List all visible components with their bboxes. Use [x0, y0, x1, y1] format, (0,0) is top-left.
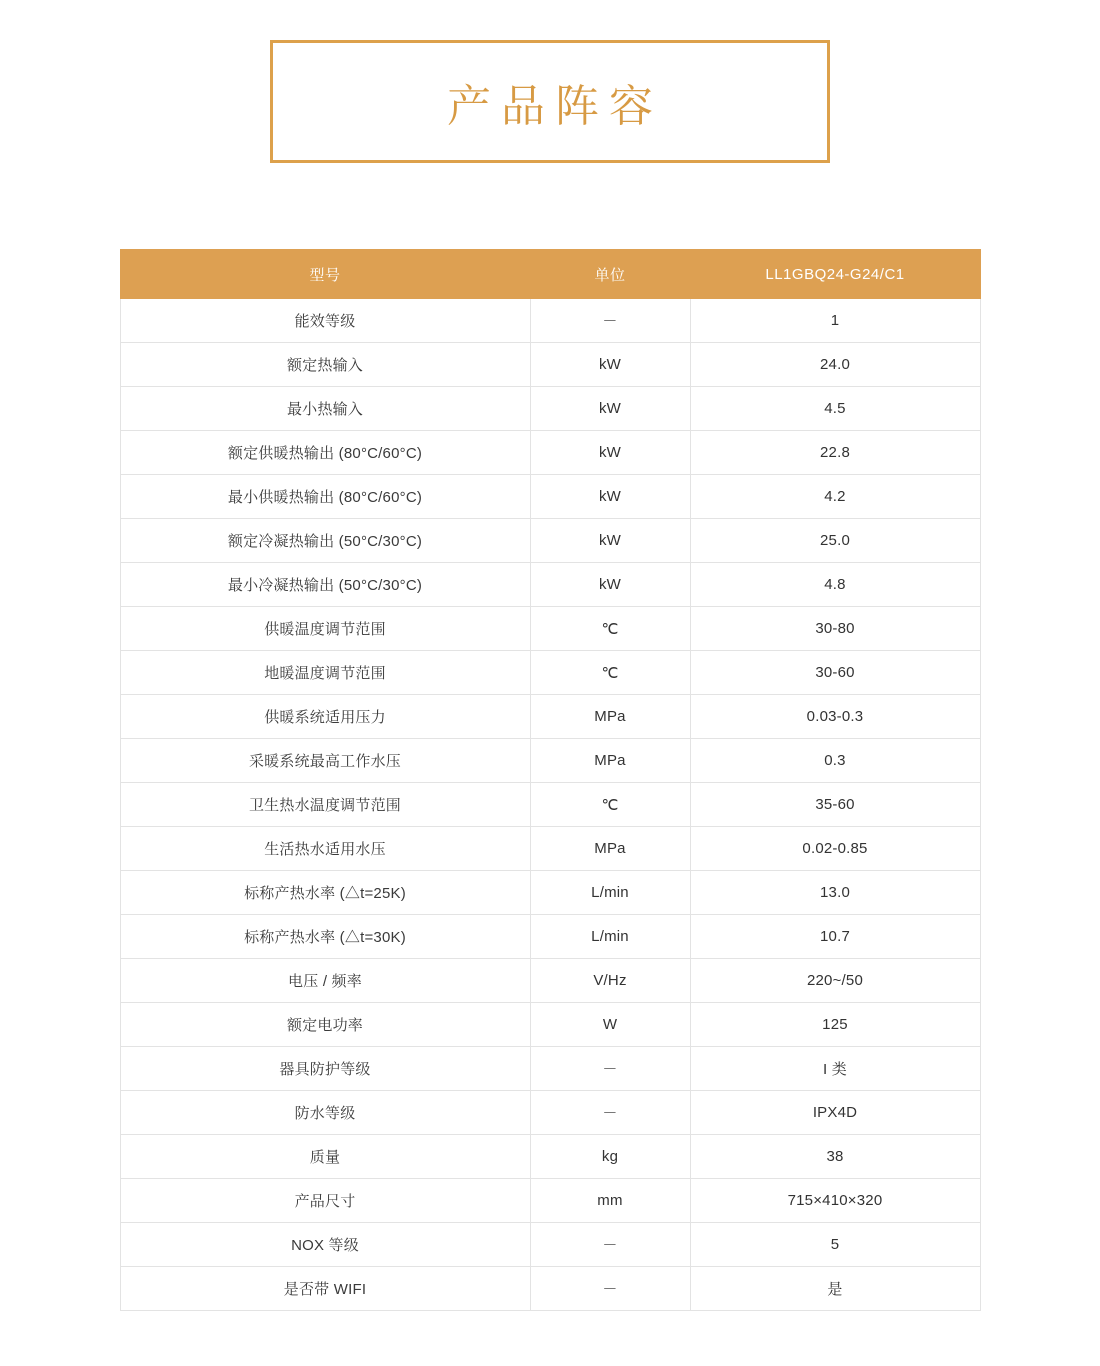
spec-label: 采暖系统最高工作水压	[120, 739, 530, 783]
spec-label: 额定热输入	[120, 343, 530, 387]
table-row	[120, 959, 980, 1003]
spec-unit: －	[530, 1223, 690, 1267]
spec-value: 30-80	[690, 607, 980, 651]
spec-unit: kW	[530, 387, 690, 431]
spec-value: 24.0	[690, 343, 980, 387]
spec-value: 38	[690, 1135, 980, 1179]
title-banner	[270, 40, 830, 163]
table-row	[120, 343, 980, 387]
spec-value: 0.02-0.85	[690, 827, 980, 871]
spec-unit: kW	[530, 343, 690, 387]
spec-value: I 类	[690, 1047, 980, 1091]
spec-label: 额定冷凝热输出 (50°C/30°C)	[120, 519, 530, 563]
column-header-value: LL1GBQ24-G24/C1	[690, 250, 980, 299]
spec-value: 30-60	[690, 651, 980, 695]
spec-unit: kW	[530, 519, 690, 563]
spec-table-section	[0, 249, 1100, 1311]
spec-value: 1	[690, 299, 980, 343]
spec-value: 25.0	[690, 519, 980, 563]
table-row	[120, 915, 980, 959]
spec-label: 最小热输入	[120, 387, 530, 431]
spec-label: 是否带 WIFI	[120, 1267, 530, 1311]
spec-value: 10.7	[690, 915, 980, 959]
spec-unit: －	[530, 299, 690, 343]
table-row	[120, 871, 980, 915]
page-title: 产品阵容	[447, 81, 663, 131]
title-section	[0, 0, 1100, 163]
spec-unit: －	[530, 1091, 690, 1135]
spec-label: 供暖系统适用压力	[120, 695, 530, 739]
table-row	[120, 387, 980, 431]
spec-label: 生活热水适用水压	[120, 827, 530, 871]
spec-label: 最小冷凝热输出 (50°C/30°C)	[120, 563, 530, 607]
spec-unit: MPa	[530, 695, 690, 739]
spec-value: IPX4D	[690, 1091, 980, 1135]
spec-unit: L/min	[530, 871, 690, 915]
spec-label: 最小供暖热输出 (80°C/60°C)	[120, 475, 530, 519]
spec-label: 供暖温度调节范围	[120, 607, 530, 651]
spec-unit: kg	[530, 1135, 690, 1179]
table-row	[120, 1179, 980, 1223]
spec-unit: ℃	[530, 651, 690, 695]
spec-label: 防水等级	[120, 1091, 530, 1135]
spec-unit: －	[530, 1267, 690, 1311]
spec-label: 电压 / 频率	[120, 959, 530, 1003]
spec-unit: ℃	[530, 783, 690, 827]
table-header	[120, 250, 980, 299]
spec-value: 22.8	[690, 431, 980, 475]
table-row	[120, 519, 980, 563]
table-row	[120, 783, 980, 827]
spec-value: 4.2	[690, 475, 980, 519]
column-header-unit: 单位	[530, 250, 690, 299]
table-row	[120, 827, 980, 871]
spec-value: 0.03-0.3	[690, 695, 980, 739]
table-row	[120, 607, 980, 651]
spec-unit: L/min	[530, 915, 690, 959]
table-row	[120, 651, 980, 695]
spec-value: 4.5	[690, 387, 980, 431]
spec-value: 4.8	[690, 563, 980, 607]
spec-label: NOX 等级	[120, 1223, 530, 1267]
spec-unit: ℃	[530, 607, 690, 651]
table-row	[120, 431, 980, 475]
table-row	[120, 739, 980, 783]
spec-label: 额定供暖热输出 (80°C/60°C)	[120, 431, 530, 475]
table-row	[120, 1267, 980, 1311]
spec-unit: kW	[530, 475, 690, 519]
spec-value: 715×410×320	[690, 1179, 980, 1223]
spec-unit: MPa	[530, 827, 690, 871]
spec-label: 地暖温度调节范围	[120, 651, 530, 695]
spec-unit: kW	[530, 563, 690, 607]
column-header-model: 型号	[120, 250, 530, 299]
table-row	[120, 1047, 980, 1091]
spec-label: 质量	[120, 1135, 530, 1179]
table-row	[120, 475, 980, 519]
spec-unit: W	[530, 1003, 690, 1047]
spec-unit: mm	[530, 1179, 690, 1223]
spec-label: 卫生热水温度调节范围	[120, 783, 530, 827]
spec-value: 13.0	[690, 871, 980, 915]
spec-value: 220~/50	[690, 959, 980, 1003]
table-row	[120, 695, 980, 739]
table-row	[120, 563, 980, 607]
table-row	[120, 299, 980, 343]
spec-value: 35-60	[690, 783, 980, 827]
table-row	[120, 1003, 980, 1047]
spec-label: 产品尺寸	[120, 1179, 530, 1223]
spec-unit: －	[530, 1047, 690, 1091]
table-header-row	[120, 250, 980, 299]
table-body	[120, 299, 980, 1311]
table-row	[120, 1223, 980, 1267]
spec-value: 0.3	[690, 739, 980, 783]
spec-value: 125	[690, 1003, 980, 1047]
table-row	[120, 1091, 980, 1135]
spec-label: 标称产热水率 (△t=25K)	[120, 871, 530, 915]
spec-label: 标称产热水率 (△t=30K)	[120, 915, 530, 959]
spec-value: 是	[690, 1267, 980, 1311]
spec-value: 5	[690, 1223, 980, 1267]
spec-unit: kW	[530, 431, 690, 475]
spec-unit: MPa	[530, 739, 690, 783]
spec-table	[120, 249, 981, 1311]
spec-label: 器具防护等级	[120, 1047, 530, 1091]
spec-label: 能效等级	[120, 299, 530, 343]
spec-label: 额定电功率	[120, 1003, 530, 1047]
spec-unit: V/Hz	[530, 959, 690, 1003]
table-row	[120, 1135, 980, 1179]
